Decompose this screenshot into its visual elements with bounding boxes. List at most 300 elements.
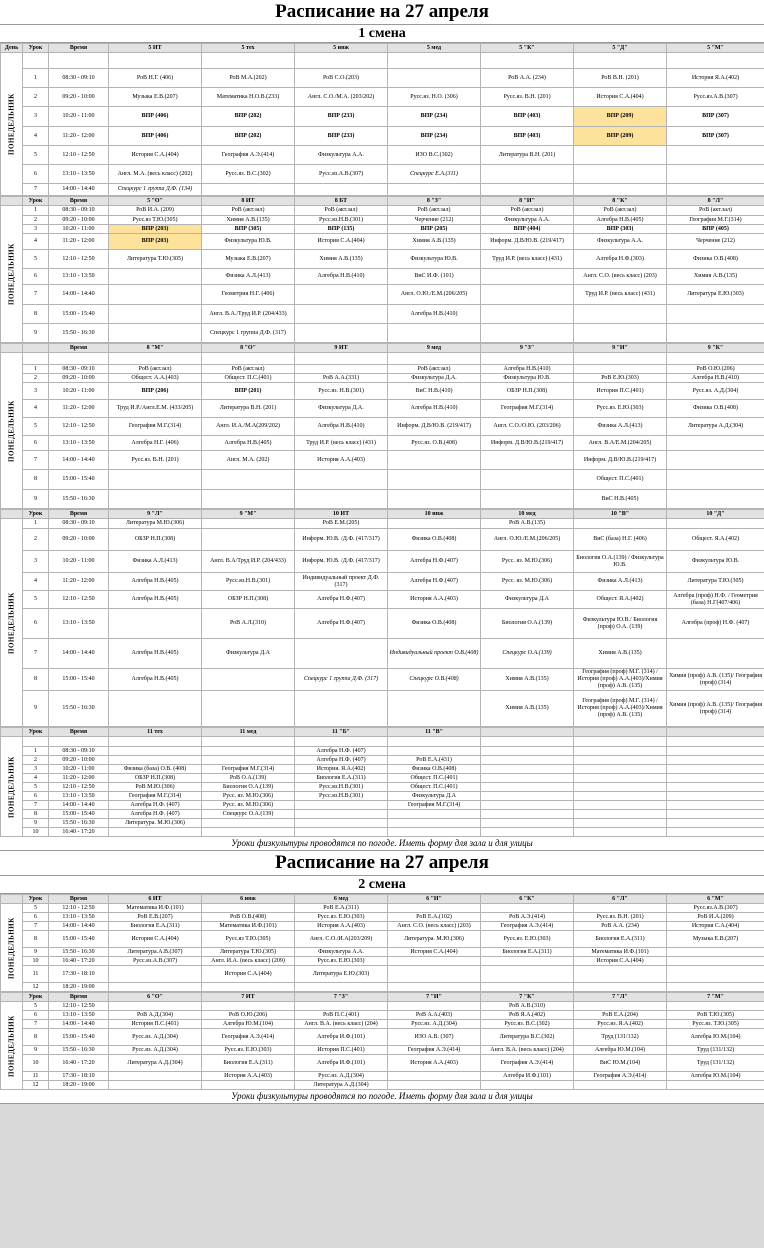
day-label: ПОНЕДЕЛЬНИК bbox=[1, 904, 23, 992]
lesson-cell: Русс. яз. М.Ю.(306) bbox=[481, 551, 574, 573]
lesson-cell bbox=[574, 801, 667, 810]
lesson-cell: Труд И.Р. (весь класс) (431) bbox=[481, 250, 574, 269]
lesson-cell: Англ. М.А. (весь класс) (202) bbox=[109, 165, 202, 184]
lesson-cell: Алгебра Н.В.(405) bbox=[109, 591, 202, 609]
lesson-cell: Алгебра Ю.М.(104) bbox=[202, 1020, 295, 1029]
lesson-cell: Русс.яз. А.Д.(304) bbox=[109, 1046, 202, 1055]
lesson-cell: Химия А.В.(135) bbox=[481, 669, 574, 691]
lesson-number: 8 bbox=[23, 669, 49, 691]
lesson-cell: ИЗО В.С.(302) bbox=[388, 146, 481, 165]
lesson-cell: ВПР (406) bbox=[109, 127, 202, 146]
lesson-cell bbox=[109, 983, 202, 992]
lesson-cell: Англ. И.А. (весь класс) (209) bbox=[202, 957, 295, 966]
lesson-cell: Русс.яз. В.С.(302) bbox=[202, 165, 295, 184]
column-header: 6 мед bbox=[295, 895, 388, 904]
lesson-cell: Физика О.В.(408) bbox=[667, 250, 764, 269]
lesson-cell: РоВ Е.А.(311) bbox=[295, 904, 388, 913]
lesson-cell: Физкультура А.А. bbox=[481, 216, 574, 225]
lesson-cell: Математика И.Ф.(101) bbox=[109, 904, 202, 913]
lesson-number: 6 bbox=[23, 913, 49, 922]
lesson-cell: Общест. П.С.(401) bbox=[202, 374, 295, 383]
lesson-cell: Русс.яз. Н.О. (306) bbox=[388, 88, 481, 107]
table-row bbox=[1, 983, 764, 992]
lesson-cell: РоВ М.Ю.(306) bbox=[109, 783, 202, 792]
lesson-cell bbox=[574, 737, 667, 747]
lesson-time: 11:20 - 12:00 bbox=[49, 400, 109, 418]
lesson-cell: Химия (проф) А.В. (135)/ География (проф) (314) bbox=[667, 669, 764, 691]
lesson-cell: Русс.яз.А.В.(307) bbox=[667, 88, 764, 107]
table-row bbox=[1, 737, 764, 747]
lesson-cell: ВПР (406) bbox=[109, 107, 202, 127]
lesson-cell: География А.Э.(414) bbox=[202, 1029, 295, 1046]
lesson-cell: Химия А.В.(135) bbox=[388, 234, 481, 250]
lesson-cell: Алгебра И.Ф.(101) bbox=[295, 1029, 388, 1046]
column-header: Время bbox=[49, 993, 109, 1002]
column-header: 6 "О" bbox=[109, 993, 202, 1002]
lesson-cell: Биология Е.А.(311) bbox=[481, 948, 574, 957]
lesson-cell: РоВ (акт.зал) bbox=[202, 365, 295, 374]
lesson-number: 4 bbox=[23, 573, 49, 591]
lesson-cell: Физика (база) О.В. (408) bbox=[109, 765, 202, 774]
lesson-cell: История А.А.(403) bbox=[202, 1072, 295, 1081]
lesson-cell: Спецкурс О.А.(139) bbox=[481, 639, 574, 669]
column-header: Урок bbox=[23, 728, 49, 737]
table-row bbox=[1, 609, 764, 639]
column-header: 7 "З" bbox=[295, 993, 388, 1002]
column-header: 6 ИТ bbox=[109, 895, 202, 904]
lesson-cell bbox=[667, 819, 764, 828]
lesson-cell: РоВ И.А. (209) bbox=[109, 206, 202, 216]
table-row bbox=[1, 418, 764, 436]
lesson-cell bbox=[481, 305, 574, 324]
column-header: Время bbox=[49, 344, 109, 353]
lesson-cell: История Я.А.(402) bbox=[667, 69, 764, 88]
lesson-cell bbox=[667, 957, 764, 966]
lesson-cell: Информ. Ю.В. /Д.Ф. (417/317) bbox=[295, 529, 388, 551]
lesson-time: 15:00 - 15:40 bbox=[49, 669, 109, 691]
table-row bbox=[1, 922, 764, 931]
lesson-cell: Физкультура Ю.В. bbox=[667, 551, 764, 573]
table-row bbox=[1, 1081, 764, 1090]
lesson-cell: Алгебра Н.Ф.(407) bbox=[295, 591, 388, 609]
lesson-cell: Алгебра Ю.М.(104) bbox=[667, 1029, 764, 1046]
day-label: ПОНЕДЕЛЬНИК bbox=[1, 206, 23, 343]
lesson-cell bbox=[667, 792, 764, 801]
lesson-cell bbox=[481, 819, 574, 828]
column-header: 6 "М" bbox=[667, 895, 764, 904]
lesson-time: 12:10 - 12:50 bbox=[49, 1002, 109, 1011]
lesson-cell: Информ. Д.В/Ю.В. (219/417) bbox=[388, 418, 481, 436]
lesson-cell: География М.Г.(314) bbox=[667, 216, 764, 225]
lesson-cell: Труд (131/132) bbox=[574, 1029, 667, 1046]
lesson-cell: Алгебра Ю.М.(104) bbox=[574, 1046, 667, 1055]
lesson-cell: Труд И.Р./Англ.Е.М. (433/205) bbox=[109, 400, 202, 418]
lesson-cell bbox=[388, 810, 481, 819]
lesson-cell bbox=[481, 53, 574, 69]
lesson-cell: ВПР (205) bbox=[388, 225, 481, 234]
lesson-time: 15:00 - 15:40 bbox=[49, 810, 109, 819]
lesson-cell bbox=[667, 948, 764, 957]
lesson-cell bbox=[202, 819, 295, 828]
lesson-time: 17:30 - 18:10 bbox=[49, 966, 109, 983]
lesson-cell: ВПР (233) bbox=[295, 107, 388, 127]
lesson-cell: ВПР (135) bbox=[295, 225, 388, 234]
lesson-cell: Общест. Я.А.(402) bbox=[667, 529, 764, 551]
lesson-cell bbox=[202, 737, 295, 747]
page-title: Расписание на 27 апреля bbox=[0, 0, 764, 25]
lesson-cell bbox=[481, 324, 574, 343]
lesson-cell: ВПР (203) bbox=[109, 234, 202, 250]
lesson-number: 9 bbox=[23, 948, 49, 957]
column-header: 9 "З" bbox=[481, 344, 574, 353]
lesson-time: 15:50 - 16:30 bbox=[49, 948, 109, 957]
column-header: 5 тех bbox=[202, 44, 295, 53]
lesson-number: 6 bbox=[23, 1011, 49, 1020]
lesson-number: 12 bbox=[23, 1081, 49, 1090]
lesson-number: 4 bbox=[23, 234, 49, 250]
lesson-cell bbox=[388, 904, 481, 913]
lesson-cell: География М.Г.(314) bbox=[109, 792, 202, 801]
lesson-cell: Биология О.А.(139) bbox=[481, 609, 574, 639]
lesson-cell bbox=[388, 353, 481, 365]
lesson-cell bbox=[667, 353, 764, 365]
lesson-cell bbox=[202, 470, 295, 490]
lesson-time: 08:30 - 09:10 bbox=[49, 747, 109, 756]
day-label: ПОНЕДЕЛЬНИК bbox=[1, 353, 23, 509]
lesson-cell bbox=[202, 353, 295, 365]
lesson-cell: Алгебра И.Ф.(101) bbox=[481, 1072, 574, 1081]
lesson-cell bbox=[574, 165, 667, 184]
lesson-cell: Физкультура А.А. bbox=[295, 948, 388, 957]
lesson-cell bbox=[667, 828, 764, 837]
column-header bbox=[1, 344, 23, 353]
table-row bbox=[1, 639, 764, 669]
table-row bbox=[1, 774, 764, 783]
table-row bbox=[1, 53, 764, 69]
lesson-cell bbox=[481, 904, 574, 913]
lesson-cell: Русс.яз. В.Н. (201) bbox=[109, 451, 202, 470]
lesson-cell bbox=[388, 470, 481, 490]
day-label: ПОНЕДЕЛЬНИК bbox=[1, 53, 23, 196]
shift-title-2: 2 смена bbox=[0, 876, 764, 894]
lesson-cell: Физика О.В.(408) bbox=[667, 400, 764, 418]
lesson-cell: Химия А.В.(135) bbox=[202, 216, 295, 225]
column-header: 8 "Л" bbox=[667, 197, 764, 206]
lesson-cell: Англ. В.А. (весь класс) (204) bbox=[295, 1020, 388, 1029]
lesson-number: 7 bbox=[23, 184, 49, 196]
lesson-time: 12:10 - 12:50 bbox=[49, 146, 109, 165]
lesson-cell: География (проф) М.Г. (314) /История (проф) А.А.(403)/Химия (проф) А.В. (135) bbox=[574, 669, 667, 691]
table-row bbox=[1, 591, 764, 609]
lesson-cell: Алгебра Н.Ф. (407) bbox=[109, 801, 202, 810]
lesson-cell bbox=[481, 792, 574, 801]
lesson-time: 15:50 - 16:30 bbox=[49, 490, 109, 509]
lesson-cell: ИЗО А.В. (307) bbox=[388, 1029, 481, 1046]
lesson-cell: Биология О.А.(139) bbox=[202, 783, 295, 792]
lesson-time: 08:30 - 09:10 bbox=[49, 206, 109, 216]
lesson-number bbox=[23, 353, 49, 365]
shift-2-schedule bbox=[0, 894, 764, 1090]
schedule-table bbox=[0, 509, 764, 727]
column-header: 8 "О" bbox=[202, 344, 295, 353]
table-row bbox=[1, 1055, 764, 1072]
table-row bbox=[1, 269, 764, 285]
lesson-cell: Физкультура Ю.В. bbox=[481, 374, 574, 383]
lesson-cell: История С.А.(404) bbox=[574, 88, 667, 107]
lesson-cell: Русс.яз. Т.Ю.(305) bbox=[667, 1020, 764, 1029]
lesson-cell bbox=[574, 966, 667, 983]
lesson-time: 13:10 - 13:50 bbox=[49, 1011, 109, 1020]
lesson-cell: Литература.А.В.(307) bbox=[109, 948, 202, 957]
lesson-cell: Общест. А.А.(403) bbox=[109, 374, 202, 383]
table-row bbox=[1, 756, 764, 765]
table-row bbox=[1, 801, 764, 810]
lesson-cell bbox=[295, 53, 388, 69]
lesson-cell: Русс.яз. А.Д.(304) bbox=[388, 1020, 481, 1029]
column-header: 10 ИТ bbox=[295, 510, 388, 519]
lesson-cell bbox=[481, 285, 574, 305]
lesson-cell bbox=[481, 747, 574, 756]
table-row bbox=[1, 470, 764, 490]
table-row bbox=[1, 519, 764, 529]
lesson-cell bbox=[481, 801, 574, 810]
lesson-cell bbox=[667, 756, 764, 765]
lesson-cell: Русс.яз. Е.Ю.(303) bbox=[574, 400, 667, 418]
lesson-number: 2 bbox=[23, 88, 49, 107]
lesson-cell: Физика О.В.(408) bbox=[388, 529, 481, 551]
lesson-cell: Алгебра Н.В.(405) bbox=[109, 639, 202, 669]
lesson-cell: Черчение (212) bbox=[388, 216, 481, 225]
column-header: Время bbox=[49, 895, 109, 904]
lesson-cell: Алгебра (проф) Н.Ф. (407) bbox=[667, 609, 764, 639]
lesson-cell: Англ. О.Ю./Е.М.(206/205) bbox=[388, 285, 481, 305]
column-header: 10 инж bbox=[388, 510, 481, 519]
lesson-cell bbox=[667, 1081, 764, 1090]
lesson-cell: ВиС Ю.М.(104) bbox=[574, 1055, 667, 1072]
table-row bbox=[1, 374, 764, 383]
lesson-number: 3 bbox=[23, 765, 49, 774]
lesson-cell: РоВ А.А.(331) bbox=[295, 374, 388, 383]
lesson-number: 9 bbox=[23, 324, 49, 343]
column-header bbox=[481, 728, 574, 737]
table-row bbox=[1, 88, 764, 107]
lesson-cell bbox=[202, 519, 295, 529]
lesson-cell: Физика А.Л.(413) bbox=[574, 418, 667, 436]
column-header: 8 "К" bbox=[574, 197, 667, 206]
lesson-cell: Русс.яз. Е.Ю.(303) bbox=[202, 1046, 295, 1055]
lesson-time: 12:10 - 12:50 bbox=[49, 904, 109, 913]
lesson-cell: Русс.яз. Е.Ю.(303) bbox=[295, 913, 388, 922]
day-label: ПОНЕДЕЛЬНИК bbox=[1, 737, 23, 837]
lesson-cell: Литература Е.Ю.(303) bbox=[667, 285, 764, 305]
lesson-cell: Литература. М.Ю.(306) bbox=[109, 819, 202, 828]
lesson-cell bbox=[667, 737, 764, 747]
column-header: 6 инж bbox=[202, 895, 295, 904]
lesson-time: 15:00 - 15:40 bbox=[49, 470, 109, 490]
lesson-number: 6 bbox=[23, 269, 49, 285]
lesson-cell bbox=[109, 1002, 202, 1011]
lesson-cell bbox=[109, 747, 202, 756]
column-header: 10 "В" bbox=[574, 510, 667, 519]
lesson-time: 13:10 - 13:50 bbox=[49, 436, 109, 451]
lesson-cell bbox=[388, 737, 481, 747]
lesson-time: 10:20 - 11:00 bbox=[49, 765, 109, 774]
lesson-cell bbox=[667, 1002, 764, 1011]
lesson-number: 9 bbox=[23, 691, 49, 727]
column-header: 8 БТ bbox=[295, 197, 388, 206]
lesson-time: 14:00 - 14:40 bbox=[49, 184, 109, 196]
lesson-number: 7 bbox=[23, 1020, 49, 1029]
lesson-time: 10:20 - 11:00 bbox=[49, 551, 109, 573]
lesson-cell: ВПР (307) bbox=[667, 107, 764, 127]
lesson-cell: Литература Т.Ю.(305) bbox=[667, 573, 764, 591]
table-row bbox=[1, 165, 764, 184]
lesson-cell: Алгебра Н.В.(410) bbox=[481, 365, 574, 374]
column-header: 8 ИТ bbox=[202, 197, 295, 206]
table-row bbox=[1, 451, 764, 470]
lesson-cell: География А.Э.(414) bbox=[202, 146, 295, 165]
lesson-cell: РоВ И.А.(209) bbox=[667, 913, 764, 922]
lesson-cell bbox=[295, 691, 388, 727]
table-row bbox=[1, 107, 764, 127]
lesson-cell bbox=[481, 828, 574, 837]
table-row bbox=[1, 436, 764, 451]
lesson-cell: Алгебра Н.Ф.(303) bbox=[574, 250, 667, 269]
lesson-cell: РоВ (акт.зал) bbox=[574, 206, 667, 216]
table-row bbox=[1, 184, 764, 196]
lesson-cell: Русс.яз. Е.Ю.(303) bbox=[481, 931, 574, 948]
lesson-cell: Алгебра Н.Ф.(407) bbox=[388, 551, 481, 573]
lesson-cell: РоВ Е.А.(204) bbox=[574, 1011, 667, 1020]
table-row bbox=[1, 353, 764, 365]
lesson-time: 15:00 - 15:40 bbox=[49, 1029, 109, 1046]
lesson-cell bbox=[295, 639, 388, 669]
lesson-cell bbox=[667, 983, 764, 992]
lesson-number: 5 bbox=[23, 250, 49, 269]
lesson-cell: Физика А.Л.(413) bbox=[574, 573, 667, 591]
column-header: 5 "О" bbox=[109, 197, 202, 206]
lesson-cell: Физкультура Д.А bbox=[481, 591, 574, 609]
lesson-cell: Алгебра И.Ф.(101) bbox=[295, 1055, 388, 1072]
lesson-cell: ОБЗР Н.П.(308) bbox=[481, 383, 574, 400]
lesson-cell: География М.Г.(314) bbox=[109, 418, 202, 436]
table-row bbox=[1, 285, 764, 305]
lesson-cell: РоВ (акт.зал) bbox=[388, 365, 481, 374]
lesson-time: 11:20 - 12:00 bbox=[49, 234, 109, 250]
lesson-cell bbox=[574, 1081, 667, 1090]
table-row bbox=[1, 146, 764, 165]
lesson-cell: Физкультура Ю.В. bbox=[202, 234, 295, 250]
lesson-number: 2 bbox=[23, 756, 49, 765]
table-row bbox=[1, 400, 764, 418]
lesson-cell: Алгебра Н.В.(410) bbox=[667, 374, 764, 383]
lesson-time: 12:10 - 12:50 bbox=[49, 591, 109, 609]
lesson-number: 8 bbox=[23, 470, 49, 490]
lesson-cell bbox=[109, 691, 202, 727]
lesson-cell: РоВ (акт.зал) bbox=[667, 206, 764, 216]
lesson-cell bbox=[667, 774, 764, 783]
lesson-cell bbox=[574, 184, 667, 196]
lesson-cell: Биология Е.А.(311) bbox=[295, 774, 388, 783]
lesson-cell: Англ. С.О./И.А(203/209) bbox=[295, 931, 388, 948]
lesson-cell bbox=[295, 324, 388, 343]
lesson-cell: РоВ Т.Ю.(305) bbox=[667, 1011, 764, 1020]
lesson-number: 2 bbox=[23, 374, 49, 383]
lesson-cell: Спецкурс О.А.(139) bbox=[202, 810, 295, 819]
lesson-cell bbox=[574, 904, 667, 913]
lesson-cell: Математика Н.О.В.(233) bbox=[202, 88, 295, 107]
lesson-number: 10 bbox=[23, 1055, 49, 1072]
lesson-time: 08:30 - 09:10 bbox=[49, 519, 109, 529]
lesson-cell bbox=[109, 353, 202, 365]
lesson-cell bbox=[109, 490, 202, 509]
column-header: День bbox=[1, 44, 23, 53]
lesson-cell bbox=[202, 828, 295, 837]
lesson-cell: РоВ (акт.зал) bbox=[202, 206, 295, 216]
column-header: Время bbox=[49, 510, 109, 519]
lesson-cell: Спецкурс Е.А.(311) bbox=[388, 165, 481, 184]
lesson-cell: РоВ (акт.зал) bbox=[481, 206, 574, 216]
lesson-cell: Литература А.Д.(304) bbox=[295, 1081, 388, 1090]
lesson-cell bbox=[202, 691, 295, 727]
table-row bbox=[1, 225, 764, 234]
table-row bbox=[1, 1029, 764, 1046]
table-row bbox=[1, 490, 764, 509]
lesson-cell bbox=[388, 53, 481, 69]
lesson-cell bbox=[202, 756, 295, 765]
column-header: 7 "Л" bbox=[574, 993, 667, 1002]
lesson-cell: Физика О.В.(408) bbox=[388, 765, 481, 774]
lesson-time: 17:30 - 18:10 bbox=[49, 1072, 109, 1081]
lesson-cell bbox=[295, 801, 388, 810]
lesson-cell: Информ. Ю.В. /Д.Ф. (417/317) bbox=[295, 551, 388, 573]
lesson-number: 4 bbox=[23, 127, 49, 146]
lesson-cell bbox=[574, 324, 667, 343]
lesson-number: 7 bbox=[23, 801, 49, 810]
lesson-cell: Англ. В.А./Труд И.Р. (204/433) bbox=[202, 305, 295, 324]
lesson-cell: Алгебра (проф) Н.Ф. / Геометрия (база) Н.Г(407/406) bbox=[667, 591, 764, 609]
lesson-number: 1 bbox=[23, 206, 49, 216]
column-header: 9 ИТ bbox=[295, 344, 388, 353]
lesson-cell: РоВ Е.А.(431) bbox=[388, 756, 481, 765]
column-header: Урок bbox=[23, 993, 49, 1002]
lesson-cell bbox=[667, 53, 764, 69]
lesson-cell bbox=[667, 436, 764, 451]
column-header: 5 ИТ bbox=[109, 44, 202, 53]
lesson-cell bbox=[481, 470, 574, 490]
column-header: 9 "М" bbox=[202, 510, 295, 519]
lesson-cell bbox=[388, 184, 481, 196]
lesson-cell bbox=[109, 737, 202, 747]
lesson-cell: Общест. Я.А.(402) bbox=[574, 591, 667, 609]
lesson-cell: РоВ А.Д.(304) bbox=[109, 1011, 202, 1020]
lesson-cell bbox=[667, 324, 764, 343]
lesson-cell bbox=[388, 957, 481, 966]
lesson-time: 16:40 - 17:20 bbox=[49, 957, 109, 966]
lesson-cell bbox=[388, 1072, 481, 1081]
lesson-time: 13:10 - 13:50 bbox=[49, 792, 109, 801]
table-row bbox=[1, 1072, 764, 1081]
lesson-cell bbox=[202, 747, 295, 756]
lesson-cell: Физкультура Д.А bbox=[388, 792, 481, 801]
lesson-cell: Физкультура Д.А. bbox=[295, 400, 388, 418]
lesson-cell: Русс.яз.Н.В.(301) bbox=[295, 792, 388, 801]
lesson-cell: География М.Г.(314) bbox=[481, 400, 574, 418]
lesson-cell: ВПР (209) bbox=[574, 127, 667, 146]
lesson-cell: Труд И.Р. (весь класс) (431) bbox=[574, 285, 667, 305]
shift-1-schedule bbox=[0, 43, 764, 837]
lesson-cell: РоВ М.А.(202) bbox=[202, 69, 295, 88]
